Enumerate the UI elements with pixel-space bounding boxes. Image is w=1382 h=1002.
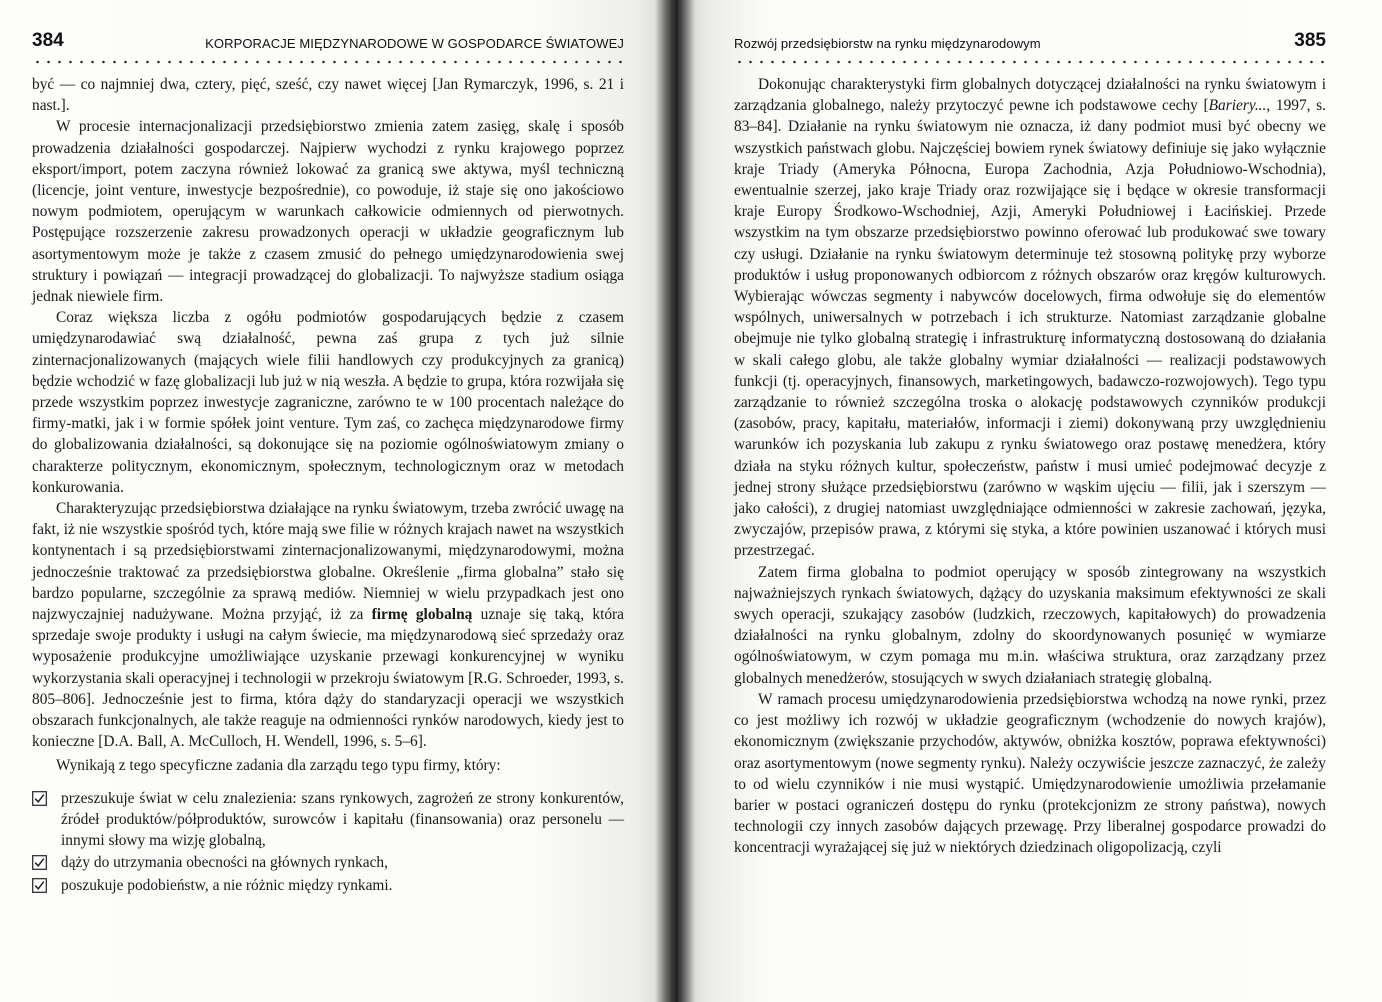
list-item-text: poszukuje podobieństw, a nie różnic między rynkami. xyxy=(61,876,393,894)
paragraph xyxy=(32,498,624,752)
task-list xyxy=(32,788,624,896)
dotted-rule xyxy=(32,60,624,64)
right-page-text xyxy=(734,74,1326,859)
running-title: KORPORACJE MIĘDZYNARODOWE W GOSPODARCE ŚWIATOWEJ xyxy=(205,36,624,51)
dotted-rule xyxy=(734,60,1326,64)
paragraph: W ramach procesu umiędzynarodowienia przedsiębiorstwa wchodzą na nowe rynki, przez co jest możliwy ich rozwój w układzie geograficznym (wchodzenie do nowych krajów), ekonomicznym (zwiększanie przychodów, aktywów, obniżka kosztów, poprawa efektywności) oraz asortymentowym (nowe segmenty rynku). Należy oczywiście jeszcze zaznaczyć, że zależy to od wielu czynników i nie musi wystąpić. Umiędzynarodowienie umożliwia przełamanie barier w postaci ograniczeń dostępu do rynku (protekcjonizm ze strony państwa), nowych technologii czy innych zasobów dających przewagę. Przy liberalnej gospodarce prowadzi do koncentracji wyrażającej się już w niektórych dziedzinach oligopolizacją, czyli xyxy=(734,690,1326,857)
page-number: 384 xyxy=(32,30,64,51)
left-page xyxy=(0,0,668,1002)
text-run: uznaje się taką, która sprzedaje swoje produkty i usługi na całym świecie, ma międzynarodową sieć sprzedaży oraz wyposażenie produkcyjne umożliwiające uzyskanie przewagi konkurencyjnej w wyniku wykorzystania skali operacyjnej i technologii w przekroju światowym [R.G. Schroeder, 1993, s. 805–806]. Jednocześnie jest to firma, która dąży do standaryzacji operacji we wszystkich obszarach funkcjonalnych, ale także reaguje na odmienności rynków narodowych, kiedy jest to konieczne [D.A. Ball, A. McCulloch, H. Wendell, 1996, s. 5–6]. xyxy=(32,606,624,751)
checkbox-icon xyxy=(32,855,47,870)
list-item xyxy=(32,788,624,852)
left-page-text xyxy=(32,74,624,896)
paragraph: Zatem firma globalna to podmiot operujący w sposób zintegrowany na wszystkich najważniejszych rynkach światowych, dążący do uzyskania maksimum efektywności ze skali swych operacji, szukający zasobów (ludzkich, rzeczowych, kapitałowych) do prowadzenia działalności na rynku globalnym, zdolny do skoordynowanych posunięć w wymiarze ogólnoświatowym, w czym pomaga mu m.in. właściwa struktura, oraz zarządzany przez globalnych menedżerów, stosujących w swych działaniach strategię globalną. xyxy=(734,563,1326,687)
text-run: Charakteryzując przedsiębiorstwa działające na rynku światowym, trzeba zwrócić uwagę na fakt, iż nie wszystkie spośród tych, które mają swe filie w różnych krajach nawet na wszystkich kontynentach i są przedsiębiorstwami zinternacjonalizowanymi, międzynarodowymi, można jednocześnie traktować za przedsiębiorstwa globalne. Określenie „firma globalna” stało się bardzo popularne, szczególnie za sprawą mediów. Niemniej w wielu przypadkach jest ono najzwyczajniej nadużywane. Można przyjąć, iż za xyxy=(32,500,624,624)
list-item-text: przeszukuje świat w celu znalezienia: szans rynkowych, zagrożeń ze strony konkurentów, źródeł produktów/półproduktów, surowców i kapitału (finansowania) oraz personelu — innymi słowy ma wizję globalną, xyxy=(61,789,624,850)
paragraph xyxy=(734,74,1326,562)
left-page-header xyxy=(32,30,624,60)
running-title: Rozwój przedsiębiorstw na rynku międzynarodowym xyxy=(734,36,1041,51)
paragraph: W procesie internacjonalizacji przedsiębiorstwo zmienia zatem zasięg, skalę i sposób prowadzenia działalności gospodarczej. Najpierw wychodzi z rynku krajowego poprzez eksport/import, potem zaczyna również lokować za granicą swe aktywa, myśl techniczną (licencje, joint venture, inwestycje bezpośrednie), co powoduje, iż staje się ono jakościowo nowym podmiotem, operującym w warunkach całkowicie odmiennych od pierwotnych. Postępujące rozszerzenie zakresu prowadzonych operacji w układzie geograficznym lub asortymentowym może je także z czasem zmusić do pełnego umiędzynarodowienia swej struktury i powiązań — integracji prowadzącej do globalizacji. To najwyższe stadium osiąga jednak niewiele firm. xyxy=(32,118,624,306)
text-run: Dokonując charakterystyki firm globalnych dotyczącej działalności na rynku światowym i zarządzania globalnego, należy przytoczyć pewne ich podstawowe cechy [ xyxy=(734,76,1326,115)
paragraph: Wynikają z tego specyficzne zadania dla zarządu tego typu firmy, który: xyxy=(56,756,501,774)
bold-term: firmę globalną xyxy=(371,606,473,624)
text-run: , 1997, s. 83–84]. Działanie na rynku światowym nie oznacza, iż dany podmiot musi być obecny we wszystkich państwach globu. Najczęściej bowiem rynek światowy definiuje się jako wyłącznie kraje Triady (Ameryka Północna, Europa Zachodnia, Azja Południowo-Wschodnia), ewentualnie szerzej, jako kraje Triady oraz rozwijające się i będące w okresie transformacji kraje Europy Środkowo-Wschodniej, Azji, Ameryki Południowej i Łacińskiej. Przede wszystkim na tym obszarze przedsiębiorstwo powinno oferować lub produkować swe towary czy usługi. Działanie na rynku światowym determinuje też stosowną politykę przy wyborze produktów i usług proponowanych odbiorcom z różnych obszarów oraz kręgów kulturowych. Wybierając wówczas segmenty i nabywców docelowych, firma odwołuje się do elementów wspólnych, uniwersalnych w potrzebach i ich strukturze. Natomiast zarządzanie globalne obejmuje nie tylko globalną strategię i infrastrukturę informatyczną dostosowaną do działania w skali całego globu, ale także globalny wymiar działalności — realizacji podstawowych funkcji (tj. operacyjnych, finansowych, marketingowych, badawczo-rozwojowych). Tego typu zarządzanie to również szczególna troska o alokację podstawowych czynników produkcji (zasobów, pracy, kapitału, materiałów, informacji i ziemi) dokonywaną przy uwzględnieniu warunków ich pozyskania lub zakupu z rynku światowego oraz postawę menedżera, który działa na styku różnych kultur, społeczeństw, państw i musi umieć podejmować decyzje z jednej strony służące przedsiębiorstwu (zarówno w wąskim ujęciu — filii, jak i szerszym — jako całości), z drugiej natomiast uwzględniające odmienności w zakresie zachowań, języka, zwyczajów, przepisów prawa, z którymi się styka, a które powinien uszanować i których musi przestrzegać. xyxy=(734,97,1326,560)
italic-title: Bariery... xyxy=(1208,97,1267,115)
paragraph: Coraz większa liczba z ogółu podmiotów gospodarujących będzie z czasem umiędzynarodawiać swą działalność, pewna zaś grupa z tych już silnie zinternacjonalizowanych (mających wiele filii handlowych czy produkcyjnych za granicą) będzie wchodzić w fazę globalizacji lub już w nią weszła. A będzie to grupa, która rozwijała się przede wszystkim poprzez inwestycje zagraniczne, zarówno te w 100 procentach należące do firmy-matki, jak i w formie spółek joint venture. Tym zaś, co zachęca międzynarodowe firmy do globalizowania działalności, są dokonujące się na poziomie ogólnoświatowym zmiany o charakterze politycznym, ekonomicznym, społecznym, technologicznym oraz w metodach konkurowania. xyxy=(32,309,624,496)
list-item xyxy=(32,852,624,873)
right-page xyxy=(680,0,1382,1002)
checkbox-icon xyxy=(32,878,47,893)
page-number: 385 xyxy=(1294,30,1326,51)
list-item-text: dąży do utrzymania obecności na głównych rynkach, xyxy=(61,854,388,872)
paragraph: być — co najmniej dwa, cztery, pięć, sześć, czy nawet więcej [Jan Rymarczyk, 1996, s. 21 i nast.]. xyxy=(32,76,624,115)
right-page-header xyxy=(734,30,1326,60)
book-gutter-shadow xyxy=(655,0,695,1002)
checkbox-icon xyxy=(32,791,47,806)
list-item xyxy=(32,875,624,896)
